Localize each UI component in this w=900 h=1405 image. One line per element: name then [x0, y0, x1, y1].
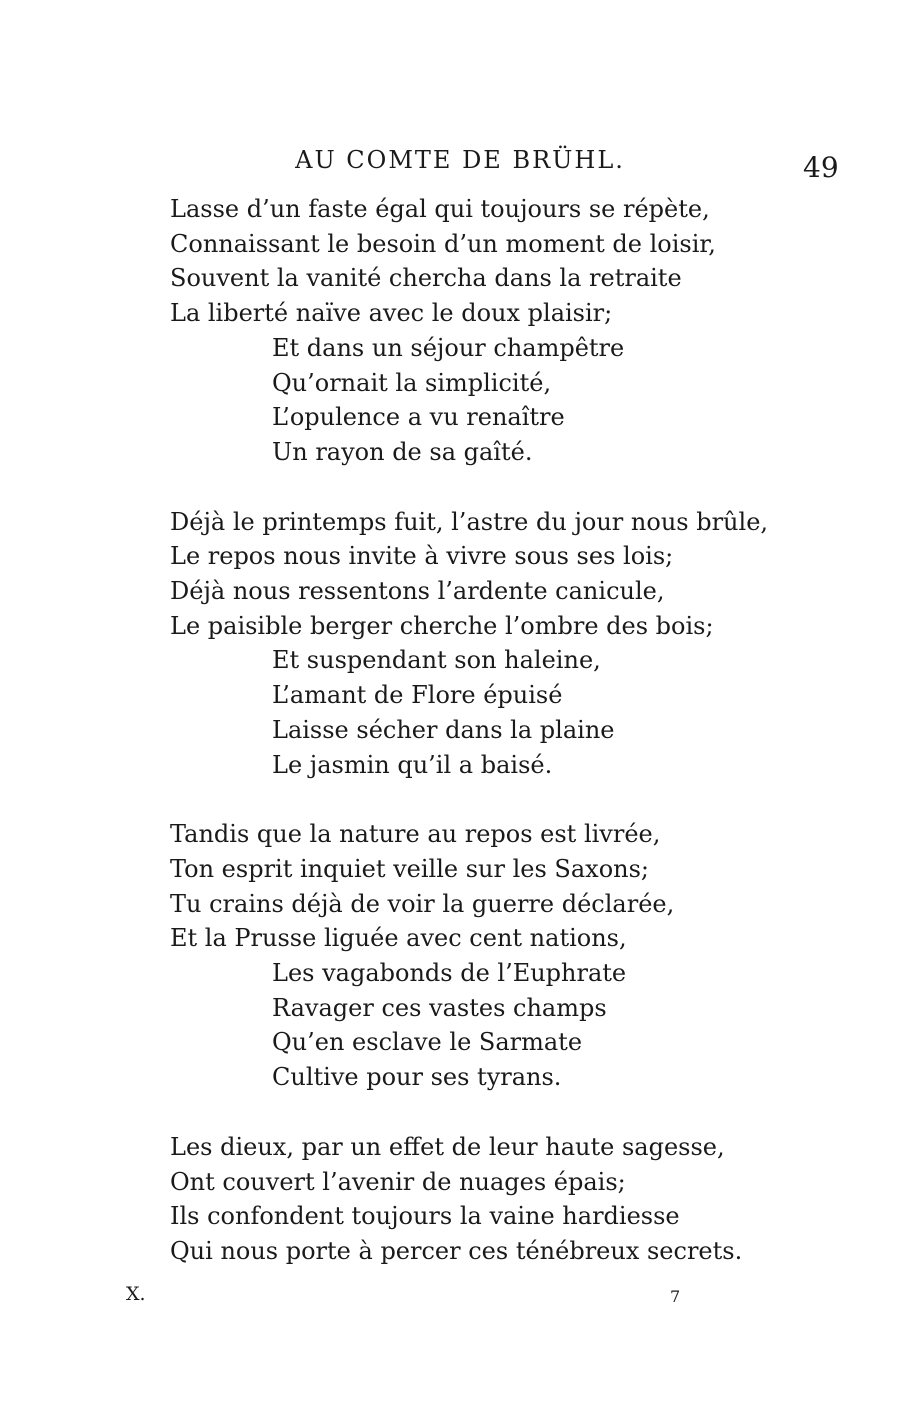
- stanza-3: [170, 817, 790, 1095]
- verse-line-indented: Laisse sécher dans la plaine: [272, 715, 615, 744]
- verse-line: Le paisible berger cherche l’ombre des bois;: [170, 611, 714, 640]
- stanza-2: [170, 505, 790, 783]
- verse-line: Qui nous porte à percer ces ténébreux secrets.: [170, 1236, 743, 1265]
- poem: [170, 192, 790, 1304]
- verse-line-indented: Ravager ces vastes champs: [272, 993, 607, 1022]
- verse-line: Lasse d’un faste égal qui toujours se répète,: [170, 195, 710, 223]
- verse-line: Déjà nous ressentons l’ardente canicule,: [170, 577, 665, 606]
- verse-line-indented: Les vagabonds de l’Euphrate: [272, 959, 627, 988]
- verse-line-indented: L’amant de Flore épuisé: [272, 681, 563, 710]
- page-number: 49: [803, 151, 839, 184]
- verse-line-indented: Un rayon de sa gaîté.: [272, 437, 533, 466]
- verse-line-indented: Cultive pour ses tyrans.: [272, 1063, 562, 1092]
- verse-line-indented: Qu’en esclave le Sarmate: [272, 1028, 583, 1057]
- sheet-number: 7: [670, 1287, 681, 1306]
- verse-line: La liberté naïve avec le doux plaisir;: [170, 299, 613, 328]
- verse-line-indented: Le jasmin qu’il a baisé.: [272, 750, 553, 779]
- running-title: AU COMTE DE BRÜHL.: [295, 146, 625, 174]
- verse-line: Souvent la vanité chercha dans la retraite: [170, 264, 682, 293]
- stanza-4: [170, 1130, 790, 1269]
- verse-line-indented: Et suspendant son haleine,: [272, 646, 601, 675]
- verse-line: Connaissant le besoin d’un moment de loisir,: [170, 229, 716, 258]
- verse-line: Tandis que la nature au repos est livrée,: [170, 820, 661, 849]
- signature-mark: X.: [126, 1283, 146, 1305]
- verse-line: Ils confondent toujours la vaine hardiesse: [170, 1202, 680, 1231]
- verse-line-indented: L’opulence a vu renaître: [272, 403, 565, 432]
- verse-line: Ont couvert l’avenir de nuages épais;: [170, 1167, 626, 1196]
- verse-line: Ton esprit inquiet veille sur les Saxons;: [170, 854, 650, 883]
- verse-line-indented: Qu’ornait la simplicité,: [272, 368, 552, 397]
- verse-line: Les dieux, par un effet de leur haute sagesse,: [170, 1132, 725, 1161]
- stanza-1: [170, 192, 790, 470]
- verse-line: Tu crains déjà de voir la guerre déclarée,: [170, 889, 675, 918]
- verse-line-indented: Et dans un séjour champêtre: [272, 333, 625, 362]
- verse-line: Et la Prusse liguée avec cent nations,: [170, 924, 627, 953]
- verse-line: Le repos nous invite à vivre sous ses lois;: [170, 542, 674, 571]
- verse-line: Déjà le printemps fuit, l’astre du jour nous brûle,: [170, 507, 769, 536]
